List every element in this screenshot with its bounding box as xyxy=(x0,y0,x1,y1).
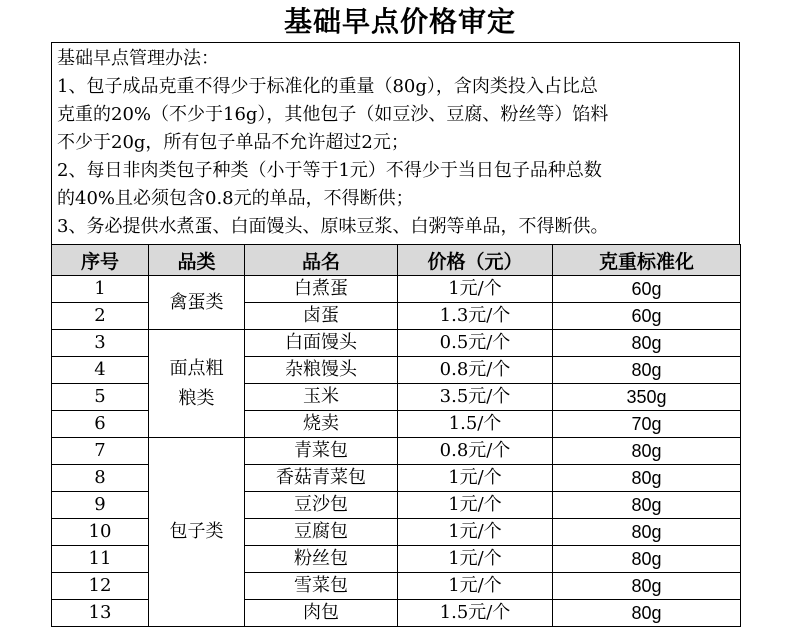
cell-index: 10 xyxy=(52,519,149,546)
management-rules xyxy=(51,42,740,244)
table-row xyxy=(52,438,741,465)
cell-price: 1.5/个 xyxy=(398,411,553,438)
cell-item-name: 烧卖 xyxy=(245,411,398,438)
cell-weight: 70g xyxy=(553,411,741,438)
header-item-name: 品名 xyxy=(245,245,398,276)
cell-item-name: 玉米 xyxy=(245,384,398,411)
rules-heading: 基础早点管理办法： xyxy=(57,48,219,69)
cell-item-name: 香菇青菜包 xyxy=(245,465,398,492)
header-index: 序号 xyxy=(52,245,149,276)
cell-weight: 350g xyxy=(553,384,741,411)
cell-price: 0.8元/个 xyxy=(398,357,553,384)
header-price: 价格（元） xyxy=(398,245,553,276)
cell-index: 13 xyxy=(52,600,149,627)
cell-weight: 80g xyxy=(553,330,741,357)
cell-index: 7 xyxy=(52,438,149,465)
cell-item-name: 白煮蛋 xyxy=(245,276,398,303)
cell-category: 禽蛋类 xyxy=(149,276,245,330)
cell-index: 11 xyxy=(52,546,149,573)
cell-weight: 80g xyxy=(553,519,741,546)
cell-index: 12 xyxy=(52,573,149,600)
rule-line: 不少于20g，所有包子单品不允许超过2元； xyxy=(57,132,409,153)
cell-price: 0.8元/个 xyxy=(398,438,553,465)
page-title: 基础早点价格审定 xyxy=(283,5,516,38)
cell-index: 5 xyxy=(52,384,149,411)
cell-weight: 80g xyxy=(553,438,741,465)
cell-category xyxy=(149,330,245,438)
rule-line: 克重的20%（不少于16g），其他包子（如豆沙、豆腐、粉丝等）馅料 xyxy=(57,104,609,125)
cell-index: 1 xyxy=(52,276,149,303)
cell-weight: 80g xyxy=(553,357,741,384)
cell-price: 1元/个 xyxy=(398,465,553,492)
cell-index: 4 xyxy=(52,357,149,384)
cell-item-name: 粉丝包 xyxy=(245,546,398,573)
cell-index: 8 xyxy=(52,465,149,492)
cell-index: 9 xyxy=(52,492,149,519)
cell-index: 3 xyxy=(52,330,149,357)
category-label: 面点粗粮类 xyxy=(169,357,224,409)
cell-weight: 80g xyxy=(553,600,741,627)
cell-price: 1.5元/个 xyxy=(398,600,553,627)
cell-price: 1元/个 xyxy=(398,573,553,600)
cell-item-name: 青菜包 xyxy=(245,438,398,465)
rule-line: 3、务必提供水煮蛋、白面馒头、原味豆浆、白粥等单品，不得断供。 xyxy=(57,216,609,237)
table-header-row xyxy=(52,245,741,276)
cell-price: 1元/个 xyxy=(398,492,553,519)
cell-weight: 60g xyxy=(553,276,741,303)
cell-price: 1.3元/个 xyxy=(398,303,553,330)
cell-price: 1元/个 xyxy=(398,276,553,303)
header-weight: 克重标准化 xyxy=(553,245,741,276)
cell-category: 包子类 xyxy=(149,438,245,627)
cell-price: 1元/个 xyxy=(398,519,553,546)
cell-item-name: 豆腐包 xyxy=(245,519,398,546)
cell-index: 6 xyxy=(52,411,149,438)
cell-item-name: 肉包 xyxy=(245,600,398,627)
cell-weight: 80g xyxy=(553,492,741,519)
table-row xyxy=(52,276,741,303)
cell-price: 1元/个 xyxy=(398,546,553,573)
cell-item-name: 卤蛋 xyxy=(245,303,398,330)
cell-item-name: 豆沙包 xyxy=(245,492,398,519)
rule-line: 1、包子成品克重不得少于标准化的重量（80g），含肉类投入占比总 xyxy=(57,76,598,97)
cell-weight: 60g xyxy=(553,303,741,330)
header-category: 品类 xyxy=(149,245,245,276)
price-table xyxy=(51,244,741,627)
cell-price: 3.5元/个 xyxy=(398,384,553,411)
cell-item-name: 雪菜包 xyxy=(245,573,398,600)
cell-item-name: 杂粮馒头 xyxy=(245,357,398,384)
rule-line: 的40%且必须包含0.8元的单品，不得断供； xyxy=(57,188,414,209)
cell-weight: 80g xyxy=(553,546,741,573)
cell-weight: 80g xyxy=(553,465,741,492)
cell-price: 0.5元/个 xyxy=(398,330,553,357)
table-row xyxy=(52,330,741,357)
cell-index: 2 xyxy=(52,303,149,330)
cell-item-name: 白面馒头 xyxy=(245,330,398,357)
cell-weight: 80g xyxy=(553,573,741,600)
rule-line: 2、每日非肉类包子种类（小于等于1元）不得少于当日包子品种总数 xyxy=(57,160,602,181)
